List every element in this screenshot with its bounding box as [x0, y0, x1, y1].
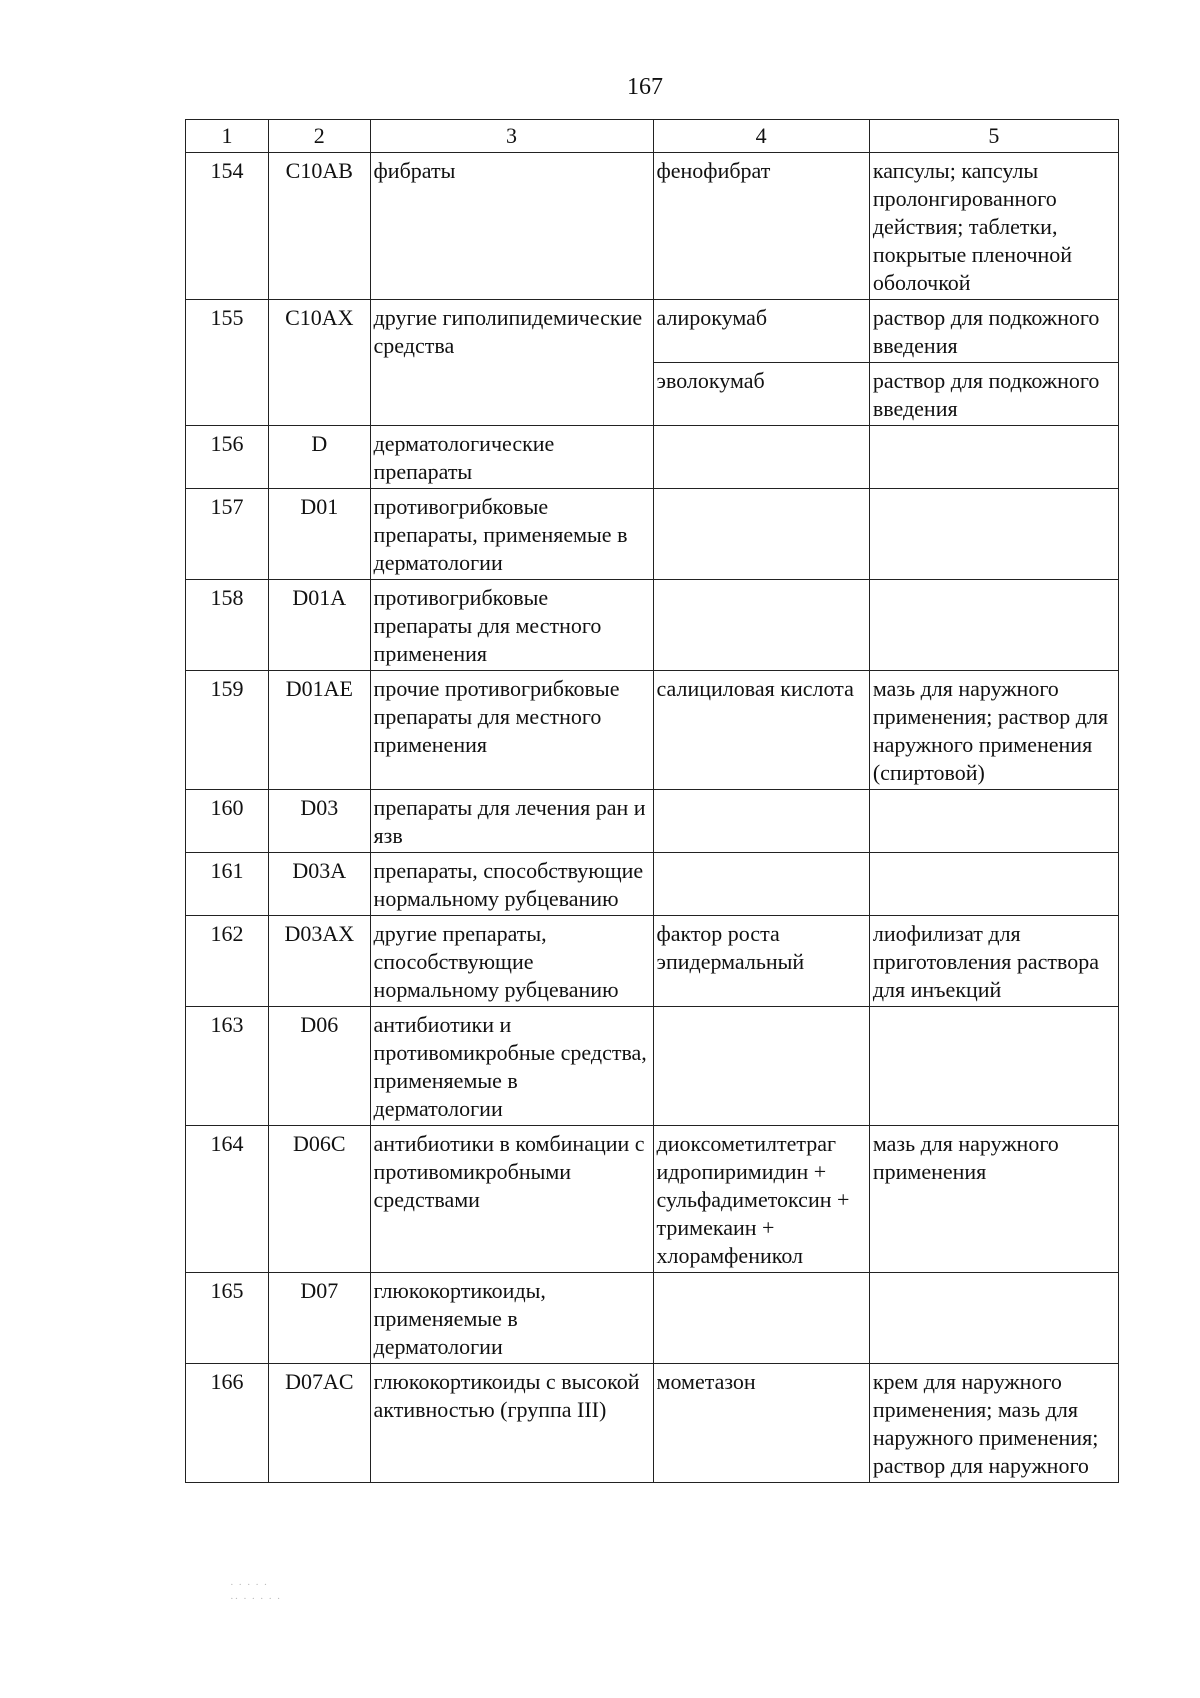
- drug-name: мометазон: [653, 1364, 869, 1483]
- row-number: 159: [186, 671, 269, 790]
- dosage-form: лиофилизат для приготовления раствора для инъекций: [869, 916, 1118, 1007]
- drug-name-empty: [653, 489, 869, 580]
- group-name: глюкокортикоиды с высокой активностью (группа III): [370, 1364, 653, 1483]
- group-name: прочие противогрибковые препараты для местного применения: [370, 671, 653, 790]
- dosage-form-empty: [869, 1273, 1118, 1364]
- table-row: [186, 1126, 1119, 1273]
- table-row: [186, 489, 1119, 580]
- table-row: [186, 853, 1119, 916]
- table-row: [186, 300, 1119, 363]
- group-name: антибиотики в комбинации с противомикробными средствами: [370, 1126, 653, 1273]
- group-name: другие препараты, способствующие нормальному рубцеванию: [370, 916, 653, 1007]
- atc-code: C10AB: [269, 153, 371, 300]
- table-row: [186, 426, 1119, 489]
- dosage-form-empty: [869, 580, 1118, 671]
- drug-name-empty: [653, 790, 869, 853]
- drug-name-empty: [653, 1273, 869, 1364]
- atc-code: D07AC: [269, 1364, 371, 1483]
- dosage-form: раствор для подкожного введения: [869, 300, 1118, 363]
- atc-code: D06: [269, 1007, 371, 1126]
- faded-stamp: · · · · · ·· · · · · ·: [230, 1579, 282, 1605]
- drug-name-empty: [653, 426, 869, 489]
- drug-table: [185, 119, 1119, 1483]
- drug-name: салициловая кислота: [653, 671, 869, 790]
- drug-name: фактор роста эпидермальный: [653, 916, 869, 1007]
- row-number: 157: [186, 489, 269, 580]
- row-number: 164: [186, 1126, 269, 1273]
- table-row: [186, 1007, 1119, 1126]
- atc-code: D07: [269, 1273, 371, 1364]
- column-header: 1: [186, 120, 269, 153]
- row-number: 154: [186, 153, 269, 300]
- group-name: другие гиполипидемические средства: [370, 300, 653, 426]
- table-row: [186, 1364, 1119, 1483]
- dosage-form: капсулы; капсулы пролонгированного действия; таблетки, покрытые пленочной оболочкой: [869, 153, 1118, 300]
- table-row: [186, 153, 1119, 300]
- group-name: фибраты: [370, 153, 653, 300]
- drug-name-empty: [653, 853, 869, 916]
- atc-code: D03AX: [269, 916, 371, 1007]
- dosage-form: мазь для наружного применения; раствор для наружного применения (спиртовой): [869, 671, 1118, 790]
- group-name: антибиотики и противомикробные средства, применяемые в дерматологии: [370, 1007, 653, 1126]
- row-number: 156: [186, 426, 269, 489]
- atc-code: D01: [269, 489, 371, 580]
- dosage-form-empty: [869, 489, 1118, 580]
- drug-name: эволокумаб: [653, 363, 869, 426]
- column-header: 2: [269, 120, 371, 153]
- row-number: 155: [186, 300, 269, 426]
- table-row: [186, 671, 1119, 790]
- row-number: 160: [186, 790, 269, 853]
- atc-code: D: [269, 426, 371, 489]
- atc-code: D01AE: [269, 671, 371, 790]
- drug-name: диоксометилтетраг идропиримидин + сульфадиметоксин + тримекаин + хлорамфеникол: [653, 1126, 869, 1273]
- drug-name: алирокумаб: [653, 300, 869, 363]
- dosage-form: раствор для подкожного введения: [869, 363, 1118, 426]
- dosage-form: мазь для наружного применения: [869, 1126, 1118, 1273]
- dosage-form: крем для наружного применения; мазь для наружного применения; раствор для наружного: [869, 1364, 1118, 1483]
- column-header: 5: [869, 120, 1118, 153]
- group-name: препараты для лечения ран и язв: [370, 790, 653, 853]
- page-number: 167: [627, 74, 663, 100]
- dosage-form-empty: [869, 426, 1118, 489]
- dosage-form-empty: [869, 790, 1118, 853]
- group-name: противогрибковые препараты для местного применения: [370, 580, 653, 671]
- row-number: 162: [186, 916, 269, 1007]
- dosage-form-empty: [869, 853, 1118, 916]
- row-number: 165: [186, 1273, 269, 1364]
- atc-code: D03: [269, 790, 371, 853]
- table-row: [186, 916, 1119, 1007]
- dosage-form-empty: [869, 1007, 1118, 1126]
- row-number: 158: [186, 580, 269, 671]
- group-name: противогрибковые препараты, применяемые в дерматологии: [370, 489, 653, 580]
- table-row: [186, 790, 1119, 853]
- column-header: 4: [653, 120, 869, 153]
- column-header: 3: [370, 120, 653, 153]
- table-header-row: [186, 120, 1119, 153]
- atc-code: C10AX: [269, 300, 371, 426]
- drug-name: фенофибрат: [653, 153, 869, 300]
- row-number: 163: [186, 1007, 269, 1126]
- group-name: глюкокортикоиды, применяемые в дерматологии: [370, 1273, 653, 1364]
- table-row: [186, 580, 1119, 671]
- atc-code: D03A: [269, 853, 371, 916]
- atc-code: D06C: [269, 1126, 371, 1273]
- drug-name-empty: [653, 580, 869, 671]
- row-number: 166: [186, 1364, 269, 1483]
- drug-name-empty: [653, 1007, 869, 1126]
- group-name: препараты, способствующие нормальному рубцеванию: [370, 853, 653, 916]
- row-number: 161: [186, 853, 269, 916]
- atc-code: D01A: [269, 580, 371, 671]
- table-row: [186, 1273, 1119, 1364]
- group-name: дерматологические препараты: [370, 426, 653, 489]
